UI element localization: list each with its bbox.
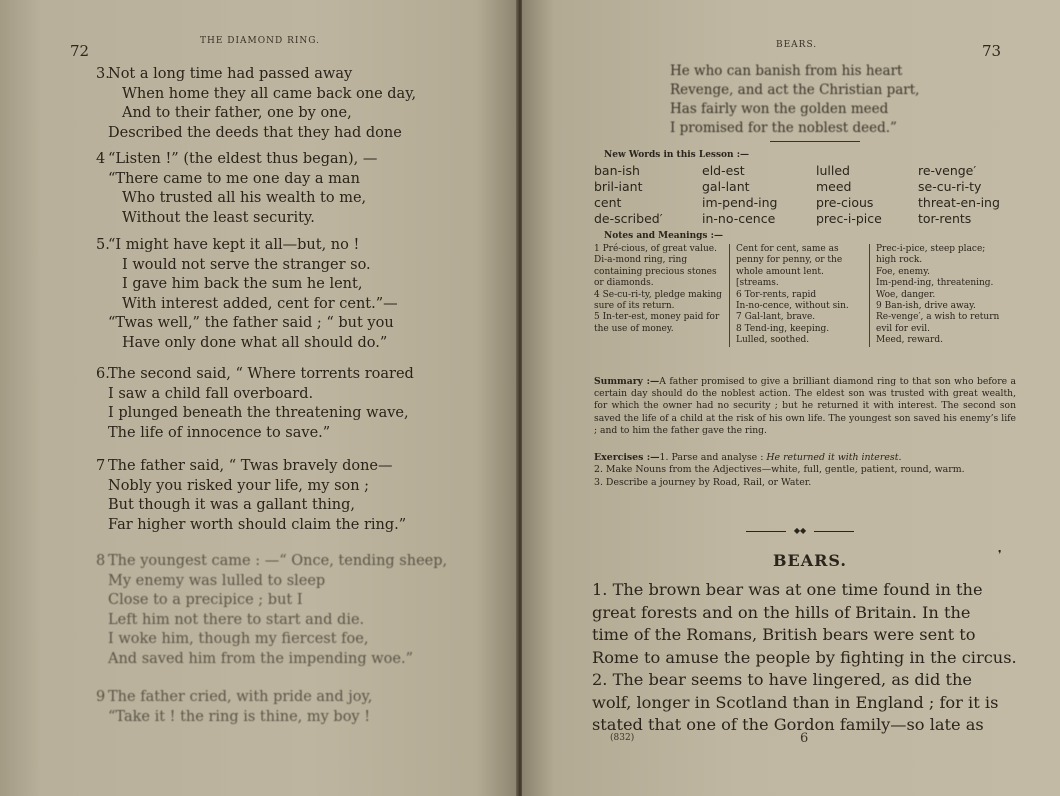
- word: cent: [594, 195, 622, 210]
- stanza-7: 7 The father said, “ Twas bravely done— Nobly you risked your life, my son ; But though it was a gallant thing, Far higher worth should claim the ring.”: [96, 458, 407, 533]
- new-words-grid: [594, 163, 1014, 226]
- stanza-3: 3. Not a long time had passed away When home they all came back one day, And to their father, one by one, Described the deeds that they had done: [96, 66, 417, 141]
- chapter-text: 1. The brown bear was at one time found in the great forests and on the hills of Britain. In the time of the Romans, British bears were sent to Rome to amuse the people by fighting in the circus. 2. The bear seems to have lingered, as did the wolf, longer in Scotland than in England ; for it is stated that one of the Gordon family—so late as: [592, 580, 1017, 734]
- word: threat-en-ing: [918, 195, 1000, 210]
- running-head-right: BEARS.: [776, 40, 818, 50]
- chapter-title: BEARS.: [773, 551, 847, 570]
- stanza-4: 4 “Listen !” (the eldest thus began), — “There came to me one day a man Who trusted all his wealth to me, Without the least security.: [96, 151, 378, 226]
- footer-number: 6: [800, 731, 809, 746]
- left-page: [0, 0, 518, 796]
- word: pre-cious: [816, 195, 874, 210]
- summary: [594, 376, 1016, 437]
- summary-label: Summary :—: [594, 376, 660, 387]
- stanza-5: 5. “I might have kept it all—but, no ! I would not serve the stranger so. I gave him back the sum he lent, With interest added, cent for cent.”— “Twas well,” the father said ; “ but you Have only done what all should do.”: [96, 237, 398, 351]
- notes-column-3: Prec-i-pice, steep place; high rock. Foe, enemy. Im-pend-ing, threatening. Woe, danger. 9 Ban-ish, drive away. Re-venge′, a wish to return evil for evil. Meed, reward.: [869, 244, 1014, 347]
- notes-column-1: 1 Pré-cious, of great value. Di-a-mond ring, ring containing precious stones or diamonds. 4 Se-cu-ri-ty, pledge making sure of its return. 5 In-ter-est, money paid for the use of money.: [594, 244, 722, 334]
- notes-and-meanings: [594, 244, 1014, 347]
- word: gal-lant: [702, 179, 750, 194]
- ornament-divider: ◆◆: [746, 526, 854, 535]
- exercise-2: 2. Make Nouns from the Adjectives—white, full, gentle, patient, round, warm.: [594, 464, 965, 476]
- word: ban-ish: [594, 163, 640, 178]
- word: eld-est: [702, 163, 745, 178]
- word: lulled: [816, 163, 850, 178]
- word: de-scribed′: [594, 211, 663, 226]
- notes-column-2: Cent for cent, same as penny for penny, or the whole amount lent. [streams. 6 Tor-rents, rapid In-no-cence, without sin. 7 Gal-lant, brave. 8 Tend-ing, keeping. Lulled, soothed.: [729, 244, 869, 347]
- stanza-9: 9 The father cried, with pride and joy, “Take it ! the ring is thine, my boy !: [96, 689, 373, 725]
- word: bril-iant: [594, 179, 643, 194]
- signature-mark: (832): [610, 733, 635, 743]
- page-number-left: 72: [70, 42, 90, 60]
- running-head-left: THE DIAMOND RING.: [200, 36, 321, 46]
- word: prec-i-pice: [816, 211, 882, 226]
- summary-text: A father promised to give a brilliant diamond ring to that son who before a certain day should do the noblest action. The eldest son was trusted with great wealth, for which the owner had no security ; but he returned it with interest. The second son saved the life of a child at the risk of his own life. The youngest son saved his enemy’s life ; and to him the father gave the ring.: [594, 376, 1016, 436]
- exercises: Exercises :—1. Parse and analyse : He returned it with interest. 2. Make Nouns from the Adjectives—white, full, gentle, patient, round, warm. 3. Describe a journey by Road, Rail, or Water.: [594, 452, 1016, 489]
- notes-title: Notes and Meanings :—: [604, 231, 723, 241]
- word: im-pend-ing: [702, 195, 778, 210]
- section-divider: [770, 141, 860, 142]
- poem-closing-lines: He who can banish from his heart Revenge, and act the Christian part, Has fairly won the golden meed I promised for the noblest deed.”: [670, 63, 920, 136]
- word: meed: [816, 179, 852, 194]
- word: in-no-cence: [702, 211, 776, 226]
- word: se-cu-ri-ty: [918, 179, 982, 194]
- word: tor-rents: [918, 211, 972, 226]
- exercise-3: 3. Describe a journey by Road, Rail, or Water.: [594, 476, 812, 488]
- margin-mark: ❜: [998, 548, 1002, 561]
- page-number-right: 73: [982, 42, 1002, 60]
- exercises-label: Exercises :—: [594, 452, 660, 463]
- stanza-6: 6. The second said, “ Where torrents roared I saw a child fall overboard. I plunged beneath the threatening wave, The life of innocence to save.”: [96, 366, 414, 441]
- new-words-title: New Words in this Lesson :—: [604, 150, 750, 160]
- stanza-8: 8 The youngest came : —“ Once, tending sheep, My enemy was lulled to sleep Close to a precipice ; but I Left him not there to start and die. I woke him, though my fiercest foe, And saved him from the impending woe.”: [96, 553, 448, 667]
- word: re-venge′: [918, 163, 977, 178]
